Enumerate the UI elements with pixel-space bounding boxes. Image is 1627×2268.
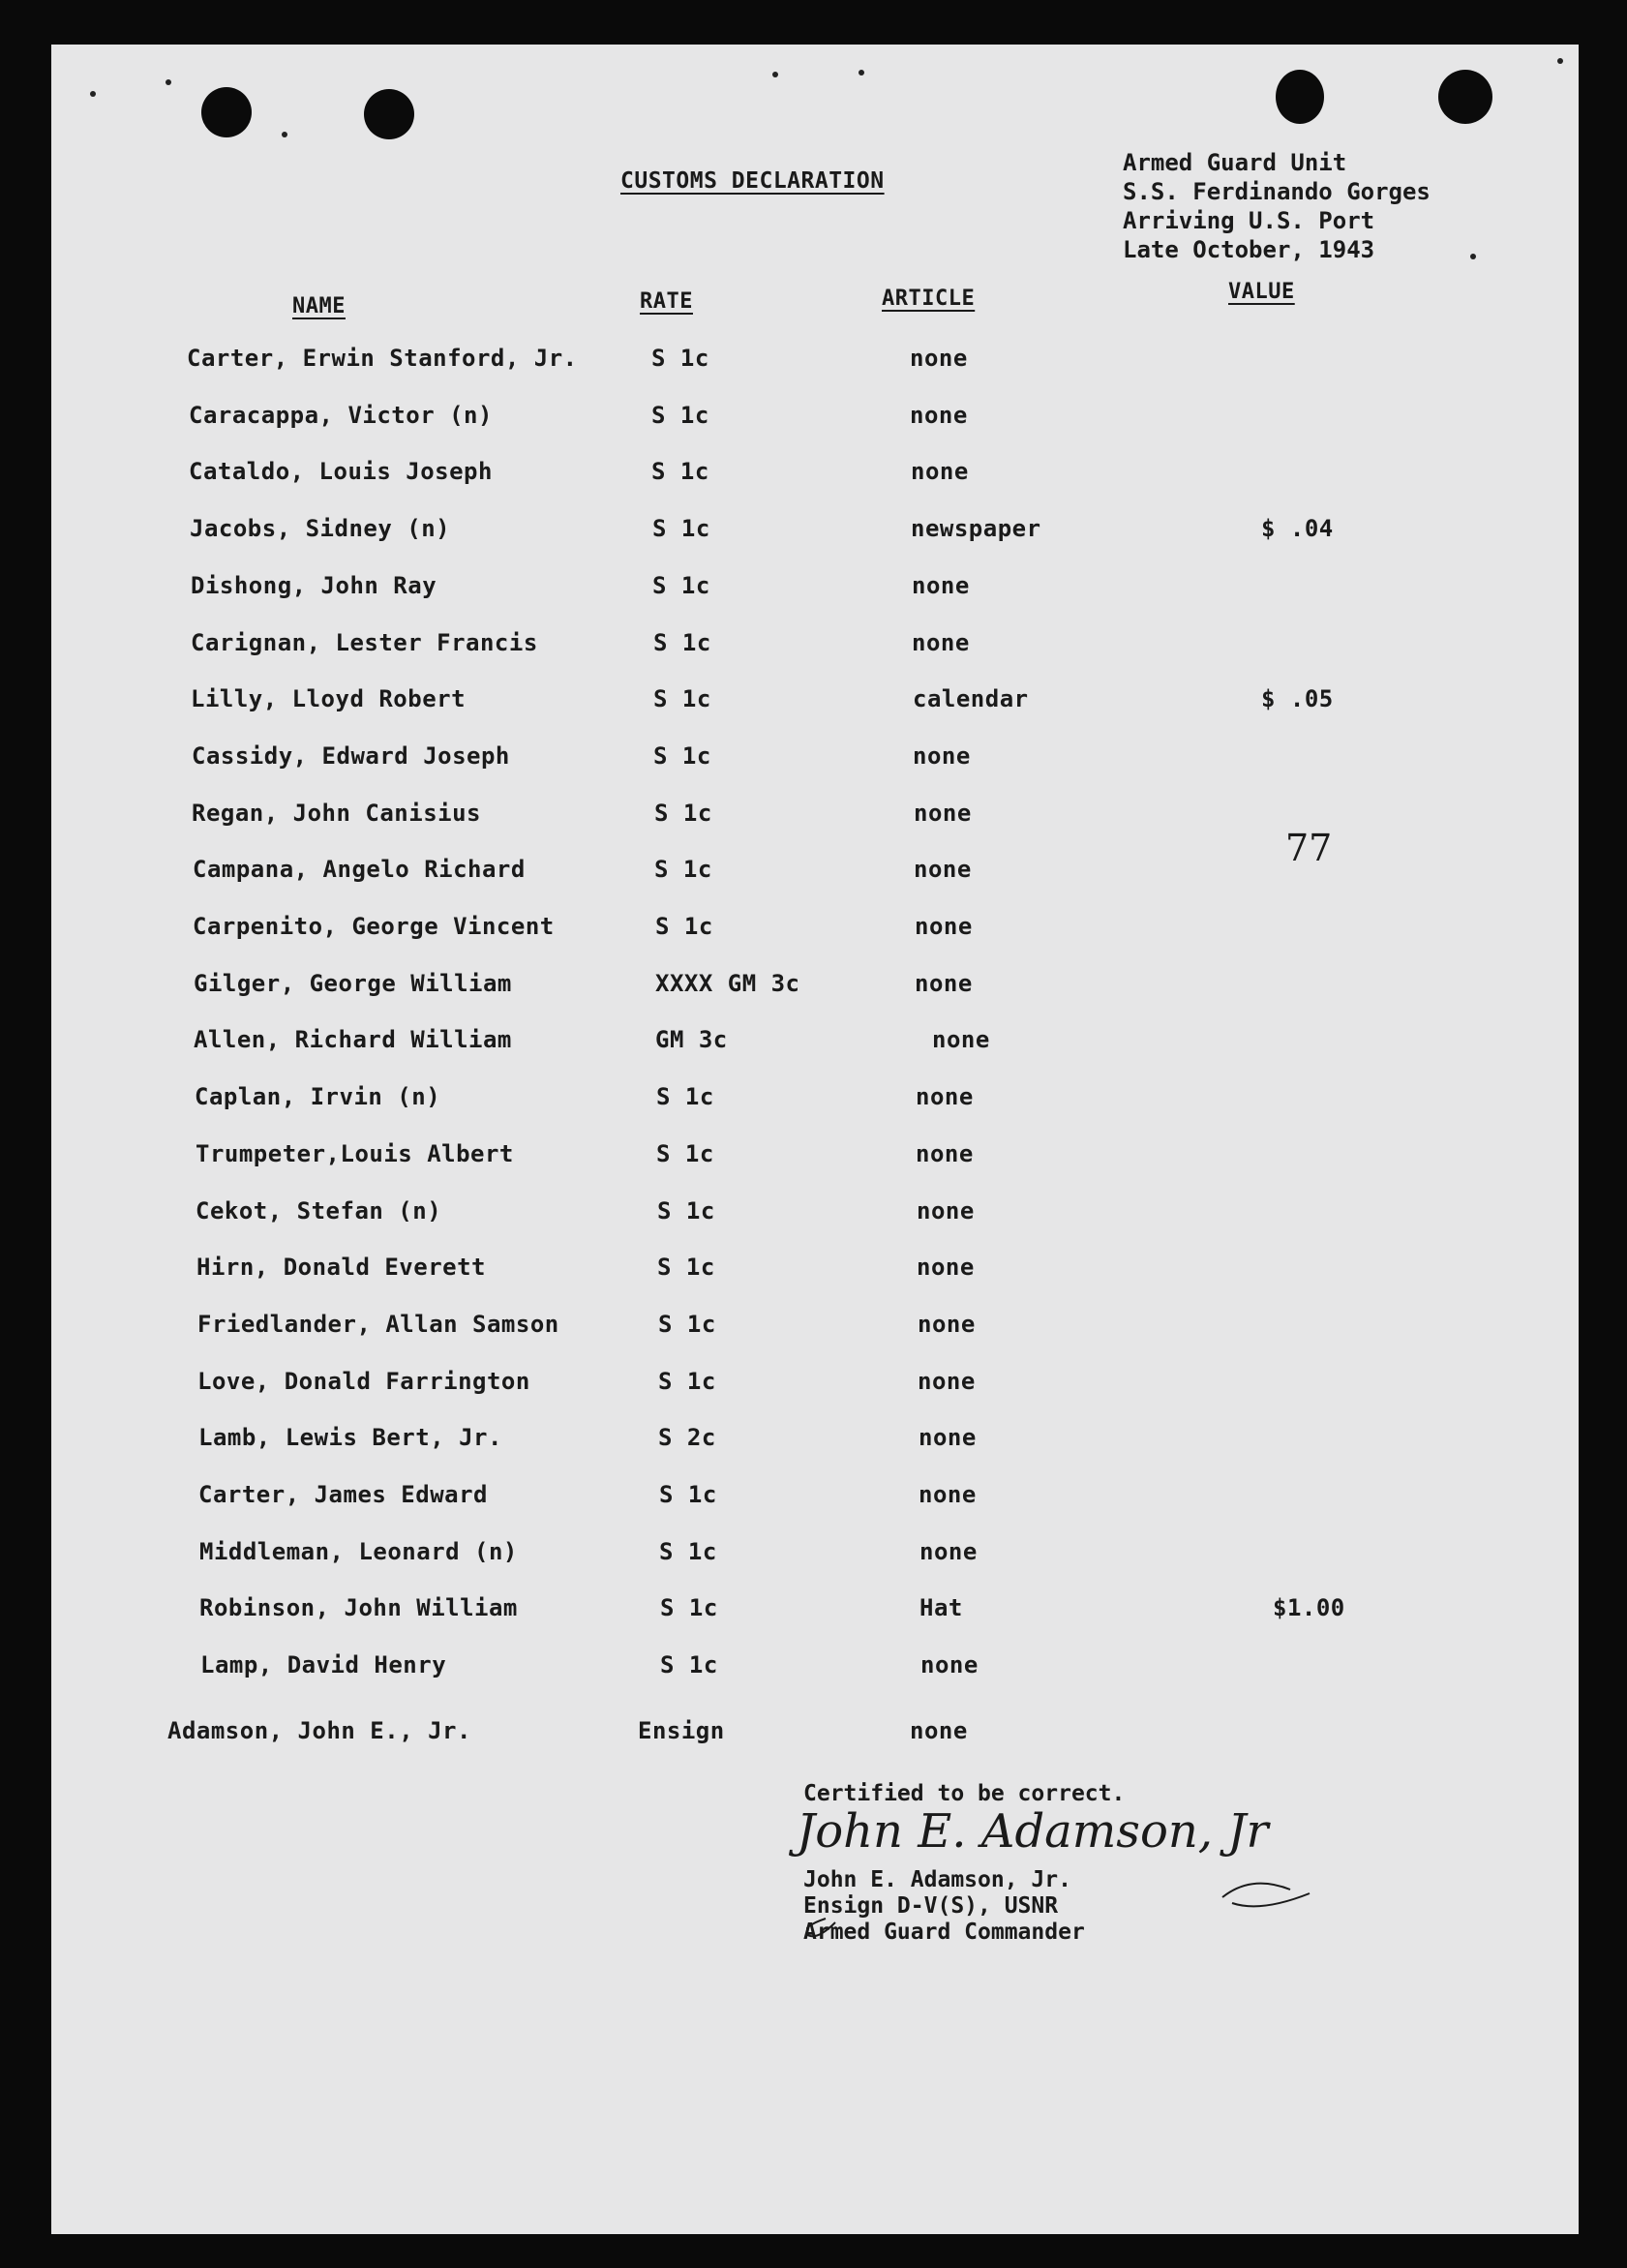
document-page (51, 45, 1579, 2234)
speck (772, 72, 778, 77)
speck (90, 91, 96, 97)
row-rate: S 1c (659, 1481, 717, 1508)
punch-hole (1276, 70, 1324, 124)
row-name: Carpenito, George Vincent (193, 913, 555, 940)
row-name: Cassidy, Edward Joseph (192, 741, 510, 770)
row-rate: S 1c (657, 1196, 715, 1225)
signature: John E. Adamson, Jr (797, 1804, 1269, 1859)
row-value: $ .05 (1261, 685, 1334, 713)
unit-line: Armed Guard Unit (1123, 149, 1347, 176)
column-header-rate: RATE (640, 289, 693, 314)
row-rate: S 1c (660, 1594, 718, 1622)
row-rate: S 1c (654, 856, 712, 884)
row-rate: S 1c (656, 1083, 714, 1111)
row-name: Love, Donald Farrington (197, 1367, 530, 1395)
row-article: none (915, 913, 973, 940)
row-rate: S 1c (657, 1254, 715, 1282)
row-rate: S 1c (658, 1367, 716, 1395)
row-name: Adamson, John E., Jr. (167, 1717, 471, 1744)
row-article: none (913, 741, 971, 770)
row-article: none (915, 969, 973, 997)
speck (1470, 254, 1476, 259)
row-rate: S 1c (659, 1537, 717, 1565)
row-rate: Ensign (638, 1717, 725, 1744)
row-article: none (917, 1254, 975, 1282)
row-name: Lamb, Lewis Bert, Jr. (198, 1424, 502, 1452)
row-name: Robinson, John William (199, 1594, 518, 1622)
row-rate: S 1c (652, 571, 710, 599)
column-header-name: NAME (292, 294, 346, 318)
row-article: none (916, 1139, 974, 1167)
row-name: Campana, Angelo Richard (193, 856, 526, 884)
row-rate: S 1c (653, 628, 711, 656)
unit-line: S.S. Ferdinando Gorges (1123, 178, 1431, 205)
row-rate: S 1c (656, 1139, 714, 1167)
certification-statement: Certified to be correct. (803, 1781, 1126, 1806)
row-name: Lamp, David Henry (200, 1651, 447, 1679)
speck (166, 79, 171, 85)
row-name: Friedlander, Allan Samson (197, 1310, 559, 1338)
row-article: none (919, 1424, 977, 1452)
row-article: Hat (919, 1594, 963, 1622)
speck (282, 132, 287, 137)
handwritten-note: 77 (1285, 827, 1333, 869)
speck (859, 70, 864, 76)
row-value: $ .04 (1261, 515, 1334, 543)
row-name: Trumpeter,Louis Albert (196, 1139, 514, 1167)
unit-line: Arriving U.S. Port (1123, 207, 1375, 234)
row-article: none (919, 1481, 977, 1508)
column-header-value: VALUE (1228, 280, 1295, 304)
row-article: newspaper (911, 515, 1041, 543)
row-rate: S 1c (655, 913, 713, 940)
row-rate: XXXX GM 3c (655, 969, 800, 997)
row-article: calendar (913, 685, 1029, 713)
row-rate: S 1c (653, 685, 711, 713)
row-article: none (918, 1367, 976, 1395)
row-article: none (910, 1717, 968, 1744)
document-title: CUSTOMS DECLARATION (620, 168, 885, 194)
row-rate: S 1c (654, 799, 712, 827)
signature-flourish (806, 1845, 1348, 1961)
row-name: Regan, John Canisius (192, 799, 481, 827)
row-value: $1.00 (1273, 1594, 1345, 1622)
speck (1557, 58, 1563, 64)
row-rate: GM 3c (655, 1026, 728, 1054)
row-rate: S 1c (651, 458, 709, 486)
signatory-line: Armed Guard Commander (803, 1920, 1085, 1945)
row-article: none (914, 799, 972, 827)
punch-hole (201, 87, 252, 137)
row-article: none (912, 628, 970, 656)
row-article: none (917, 1196, 975, 1225)
row-rate: S 1c (658, 1310, 716, 1338)
row-article: none (912, 571, 970, 599)
row-name: Cataldo, Louis Joseph (189, 458, 493, 486)
row-article: none (910, 345, 968, 372)
row-name: Jacobs, Sidney (n) (190, 515, 451, 543)
row-rate: S 1c (651, 401, 709, 429)
row-name: Hirn, Donald Everett (196, 1254, 486, 1282)
row-name: Dishong, John Ray (191, 571, 437, 599)
signatory-line: John E. Adamson, Jr. (803, 1867, 1071, 1892)
punch-hole (364, 89, 414, 139)
row-name: Caplan, Irvin (n) (195, 1083, 441, 1111)
row-article: none (919, 1537, 978, 1565)
signatory-line: Ensign D-V(S), USNR (803, 1893, 1059, 1919)
row-name: Middleman, Leonard (n) (199, 1537, 518, 1565)
row-rate: S 2c (658, 1424, 716, 1452)
row-name: Allen, Richard William (194, 1026, 512, 1054)
column-header-article: ARTICLE (882, 287, 976, 311)
row-rate: S 1c (652, 515, 710, 543)
row-article: none (911, 458, 969, 486)
row-name: Carignan, Lester Francis (191, 628, 538, 656)
row-article: none (932, 1026, 990, 1054)
row-name: Carter, Erwin Stanford, Jr. (187, 345, 578, 372)
row-article: none (916, 1083, 974, 1111)
row-rate: S 1c (651, 345, 709, 372)
row-rate: S 1c (653, 741, 711, 770)
row-name: Carter, James Edward (198, 1481, 488, 1508)
row-article: none (910, 401, 968, 429)
punch-hole (1438, 70, 1492, 124)
row-name: Gilger, George William (194, 969, 512, 997)
unit-line: Late October, 1943 (1123, 236, 1375, 263)
row-name: Cekot, Stefan (n) (196, 1196, 442, 1225)
row-article: none (914, 856, 972, 884)
row-article: none (918, 1310, 976, 1338)
row-article: none (920, 1651, 979, 1679)
row-rate: S 1c (660, 1651, 718, 1679)
unit-info (1123, 148, 1431, 264)
certification-block (803, 1781, 1125, 1807)
row-name: Caracappa, Victor (n) (189, 401, 493, 429)
row-name: Lilly, Lloyd Robert (191, 685, 467, 713)
